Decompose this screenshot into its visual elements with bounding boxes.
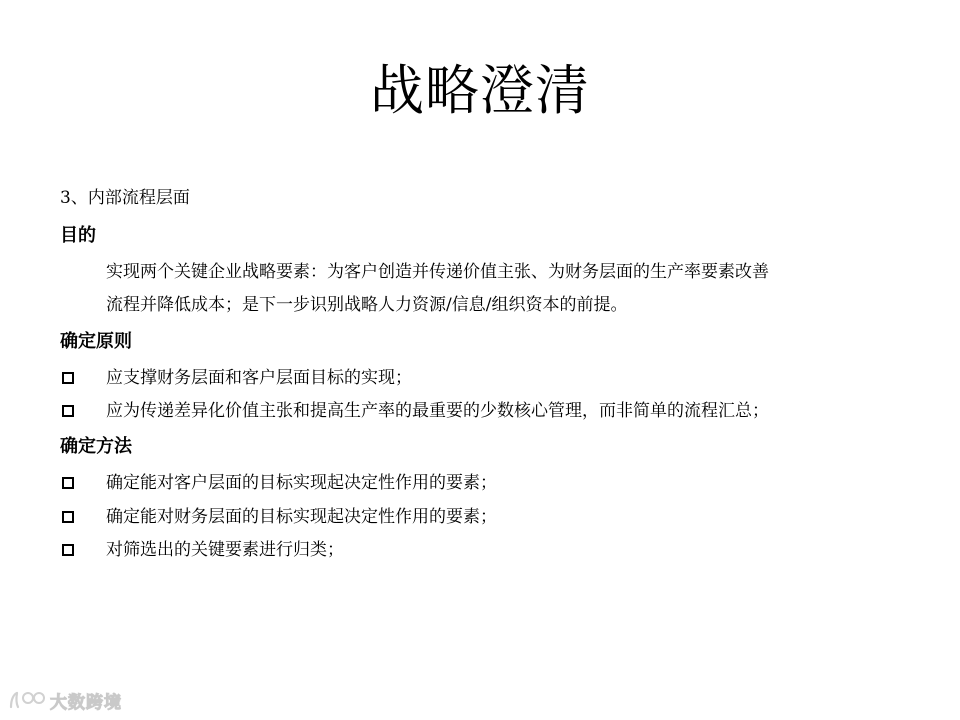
principles-heading: 确定原则 [60, 331, 132, 352]
purpose-text-line: 实现两个关键企业战略要素：为客户创造并传递价值主张、为财务层面的生产率要素改善 [106, 262, 769, 282]
section-label: 3、内部流程层面 [60, 188, 190, 208]
watermark-text: 大数跨境 [50, 692, 122, 713]
purpose-heading: 目的 [60, 225, 96, 246]
list-item-text: 对筛选出的关键要素进行归类； [106, 540, 344, 560]
square-bullet-icon [62, 405, 74, 417]
watermark [8, 688, 122, 712]
square-bullet-icon [62, 544, 74, 556]
methods-heading: 确定方法 [60, 436, 132, 457]
square-bullet-icon [62, 372, 74, 384]
list-item-text: 应为传递差异化价值主张和提高生产率的最重要的少数核心管理，而非简单的流程汇总； [106, 401, 769, 421]
list-item-text: 确定能对客户层面的目标实现起决定性作用的要素； [106, 473, 497, 493]
list-item-text: 应支撑财务层面和客户层面目标的实现； [106, 368, 412, 388]
page-title: 战略澄清 [370, 59, 590, 122]
square-bullet-icon [62, 477, 74, 489]
square-bullet-icon [62, 511, 74, 523]
brand-logo-icon [8, 689, 48, 711]
purpose-text-line: 流程并降低成本；是下一步识别战略人力资源/信息/组织资本的前提。 [106, 295, 628, 315]
list-item-text: 确定能对财务层面的目标实现起决定性作用的要素； [106, 507, 497, 527]
